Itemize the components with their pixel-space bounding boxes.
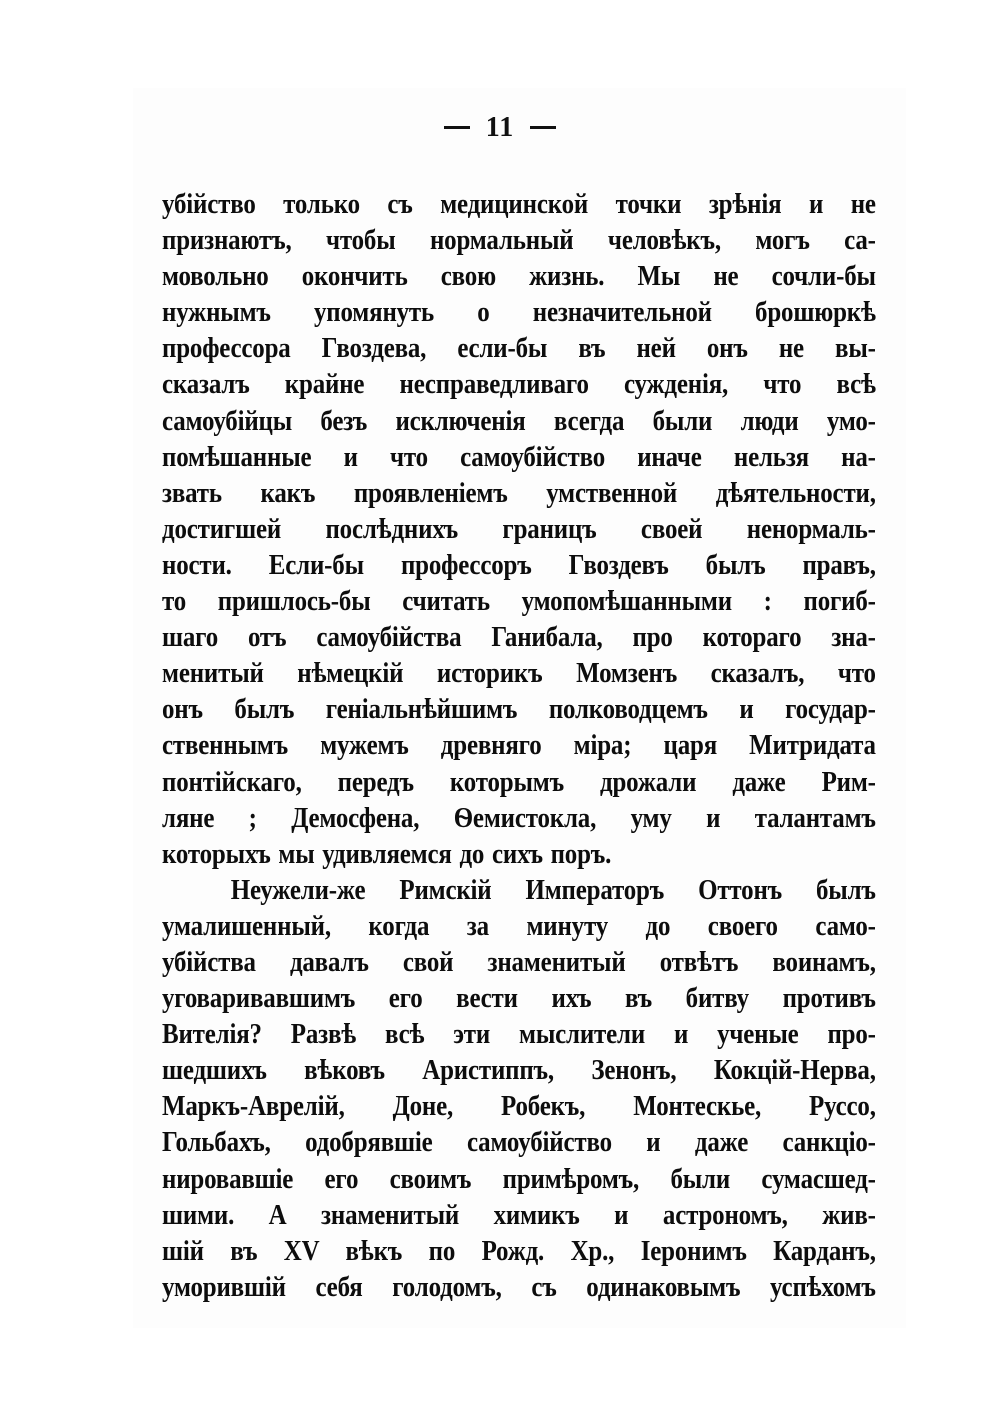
text-line: шедшихъ вѣковъ Аристиппъ, Зенонъ, Кокцій-Нерва, [162, 1054, 876, 1087]
dash-left [444, 126, 470, 129]
text-line: менитый нѣмецкій историкъ Момзенъ сказалъ, что [162, 657, 876, 690]
text-line: самоубійцы безъ исключенія всегда были люди умо- [162, 404, 876, 437]
dash-right [530, 126, 556, 129]
text-line: признаютъ, чтобы нормальный человѣкъ, могъ са- [162, 224, 876, 257]
text-line: звать какъ проявленіемъ умственной дѣятельности, [162, 476, 876, 509]
text-line: нужнымъ упомянуть о незначительной брошюркѣ [162, 296, 876, 329]
text-line: то пришлось-бы считать умопомѣшанными : погиб- [162, 585, 876, 618]
text-line: умалишенный, когда за минуту до своего само- [162, 909, 876, 942]
text-line: нировавшіе его своимъ примѣромъ, были сумасшед- [162, 1162, 876, 1195]
text-line: помѣшанные и что самоубійство иначе нельзя на- [162, 440, 876, 473]
text-line: убійство только съ медицинской точки зрѣнія и не [162, 188, 876, 220]
paragraph-end-line: которыхъ мы удивляемся до сихъ поръ. [162, 837, 612, 870]
paragraph-start-line: Неужели-же Римскій Императоръ Оттонъ былъ [230, 873, 876, 906]
text-line: ности. Если-бы профессоръ Гвоздевъ былъ правъ, [162, 548, 876, 581]
text-line: уговаривавшимъ его вести ихъ въ битву противъ [162, 982, 876, 1015]
page-number-value: 11 [485, 112, 515, 143]
text-line: Маркъ-Аврелій, Доне, Робекъ, Монтескье, Руссо, [162, 1090, 876, 1123]
text-line: ляне ; Демосфена, Ѳемистокла, уму и талантамъ [162, 801, 876, 834]
text-line: шій въ XV вѣкъ по Рожд. Хр., Іеронимъ Карданъ, [162, 1234, 876, 1267]
text-line: Гольбахъ, одобрявшіе самоубійство и даже санкціо- [162, 1126, 876, 1159]
body-text [162, 186, 876, 1305]
text-line: достигшей послѣднихъ границъ своей ненормаль- [162, 512, 876, 545]
text-line: сказалъ крайне несправедливаго сужденія, что всѣ [162, 368, 876, 401]
text-line: онъ былъ геніальнѣйшимъ полководцемъ и государ- [162, 693, 876, 726]
text-line: ственнымъ мужемъ древняго міра; царя Митридата [162, 729, 876, 762]
text-line: профессора Гвоздева, если-бы въ ней онъ не вы- [162, 332, 876, 365]
text-line: уморившій себя голодомъ, съ одинаковымъ успѣхомъ [162, 1270, 876, 1303]
text-line: шаго отъ самоубійства Ганибала, про котораго зна- [162, 621, 876, 654]
text-line: понтійскаго, передъ которымъ дрожали даже Рим- [162, 765, 876, 798]
page-number [0, 112, 1000, 144]
text-line: шими. А знаменитый химикъ и астрономъ, жив- [162, 1198, 876, 1231]
text-line: Вителія? Развѣ всѣ эти мыслители и ученые про- [162, 1018, 876, 1051]
text-line: убійства давалъ свой знаменитый отвѣтъ воинамъ, [162, 945, 876, 978]
text-line: мовольно окончить свою жизнь. Мы не сочли-бы [162, 260, 876, 293]
